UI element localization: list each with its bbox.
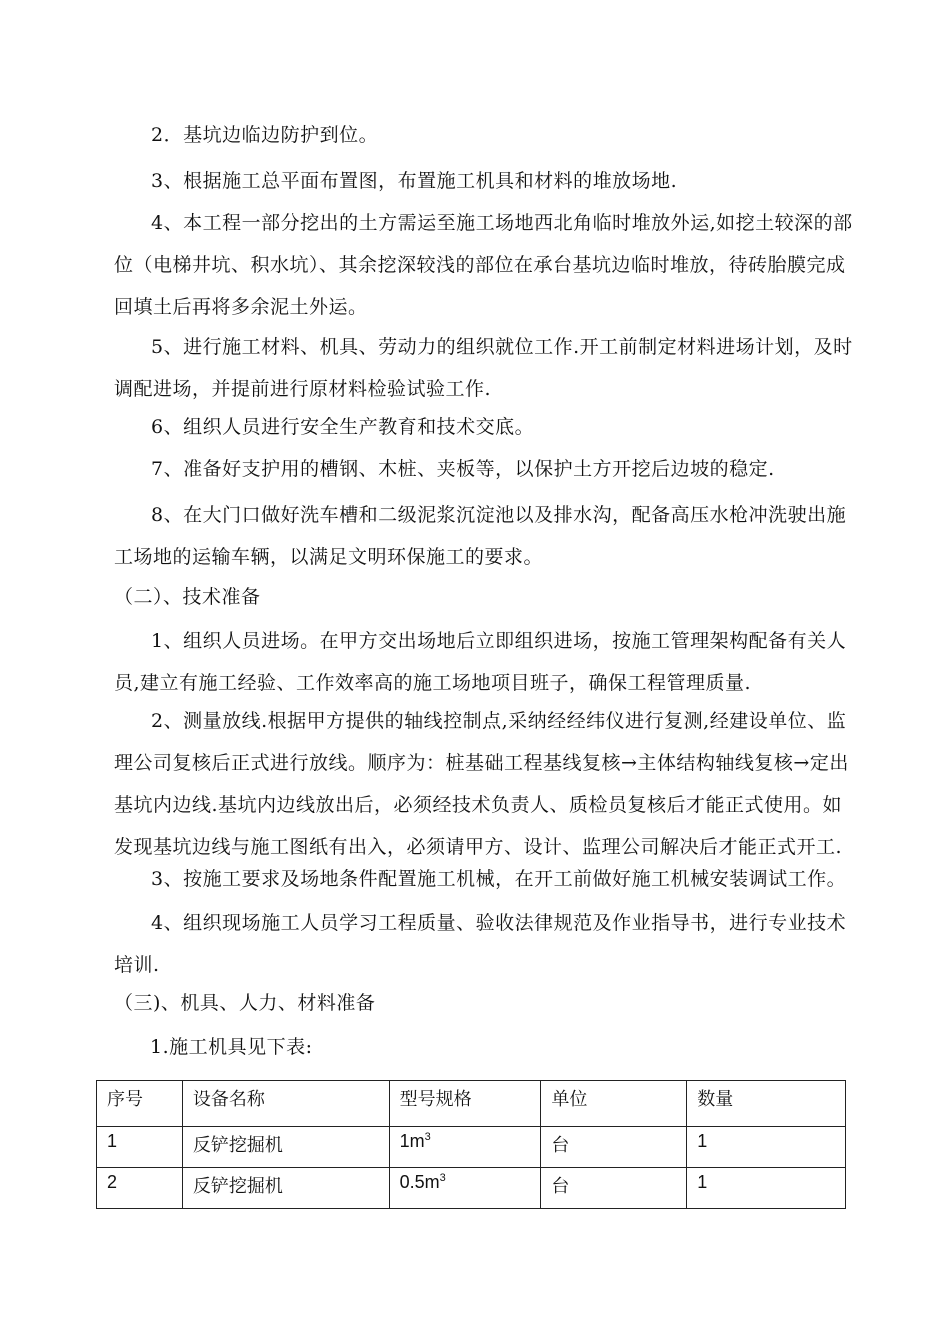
site-prep-item-6: 6、组织人员进行安全生产教育和技术交底。 bbox=[151, 416, 535, 438]
spec-superscript: 3 bbox=[439, 1172, 446, 1184]
row-unit: 台 bbox=[541, 1168, 687, 1209]
tech-prep-item-4: 4、组织现场施工人员学习工程质量、验收法律规范及作业指导书，进行专业技术培训. bbox=[114, 912, 847, 976]
equipment-table bbox=[96, 1080, 846, 1209]
tech-prep-item-1: 1、组织人员进场。在甲方交出场地后立即组织进场，按施工管理架构配备有关人员,建立有施工经验、工作效率高的施工场地项目班子，确保工程管理质量. bbox=[114, 630, 847, 694]
tech-prep-item-3: 3、按施工要求及场地条件配置施工机械，在开工前做好施工机械安装调试工作。 bbox=[151, 868, 847, 890]
row-equipment-name: 反铲挖掘机 bbox=[182, 1168, 389, 1209]
header-model-spec: 型号规格 bbox=[389, 1081, 541, 1127]
row-model-spec bbox=[389, 1168, 541, 1209]
tech-prep-heading: （二）、技术准备 bbox=[114, 586, 261, 608]
header-serial: 序号 bbox=[97, 1081, 183, 1127]
table-header-row bbox=[97, 1081, 846, 1127]
row-quantity: 1 bbox=[687, 1127, 846, 1168]
row-serial: 1 bbox=[97, 1127, 183, 1168]
spec-value: 1m bbox=[399, 1131, 425, 1151]
table-row bbox=[97, 1168, 846, 1209]
header-quantity: 数量 bbox=[687, 1081, 846, 1127]
site-prep-item-5: 5、进行施工材料、机具、劳动力的组织就位工作.开工前制定材料进场计划，及时调配进场，并提前进行原材料检验试验工作. bbox=[114, 336, 853, 400]
site-prep-item-2: 2．基坑边临边防护到位。 bbox=[151, 124, 379, 146]
site-prep-item-4: 4、本工程一部分挖出的土方需运至施工场地西北角临时堆放外运,如挖土较深的部位（电梯井坑、积水坑）、其余挖深较浅的部位在承台基坑边临时堆放，待砖胎膜完成回填土后再将多余泥土外运。 bbox=[114, 212, 853, 318]
row-equipment-name: 反铲挖掘机 bbox=[182, 1127, 389, 1168]
resource-prep-heading: （三)、机具、人力、材料准备 bbox=[114, 992, 376, 1014]
equipment-table-caption: 1.施工机具见下表: bbox=[150, 1036, 313, 1058]
row-serial: 2 bbox=[97, 1168, 183, 1209]
row-model-spec bbox=[389, 1127, 541, 1168]
site-prep-item-7: 7、准备好支护用的槽钢、木桩、夹板等，以保护土方开挖后边坡的稳定. bbox=[151, 458, 775, 480]
row-unit: 台 bbox=[541, 1127, 687, 1168]
header-equipment-name: 设备名称 bbox=[182, 1081, 389, 1127]
spec-superscript: 3 bbox=[424, 1131, 431, 1143]
row-quantity: 1 bbox=[687, 1168, 846, 1209]
site-prep-item-3: 3、根据施工总平面布置图，布置施工机具和材料的堆放场地. bbox=[151, 170, 678, 192]
header-unit: 单位 bbox=[541, 1081, 687, 1127]
tech-prep-item-2: 2、测量放线.根据甲方提供的轴线控制点,采纳经经纬仪进行复测,经建设单位、监理公司复核后正式进行放线。顺序为：桩基础工程基线复核→主体结构轴线复核→定出基坑内边线.基坑内边线放出后，必须经技术负责人、质检员复核后才能正式使用。如发现基坑边线与施工图纸有出入，必须请甲方、设计、监理公司解决后才能正式开工. bbox=[114, 710, 849, 858]
spec-value: 0.5m bbox=[399, 1172, 440, 1192]
table-row bbox=[97, 1127, 846, 1168]
site-prep-item-8: 8、在大门口做好洗车槽和二级泥浆沉淀池以及排水沟，配备高压水枪冲洗驶出施工场地的运输车辆，以满足文明环保施工的要求。 bbox=[114, 504, 847, 568]
